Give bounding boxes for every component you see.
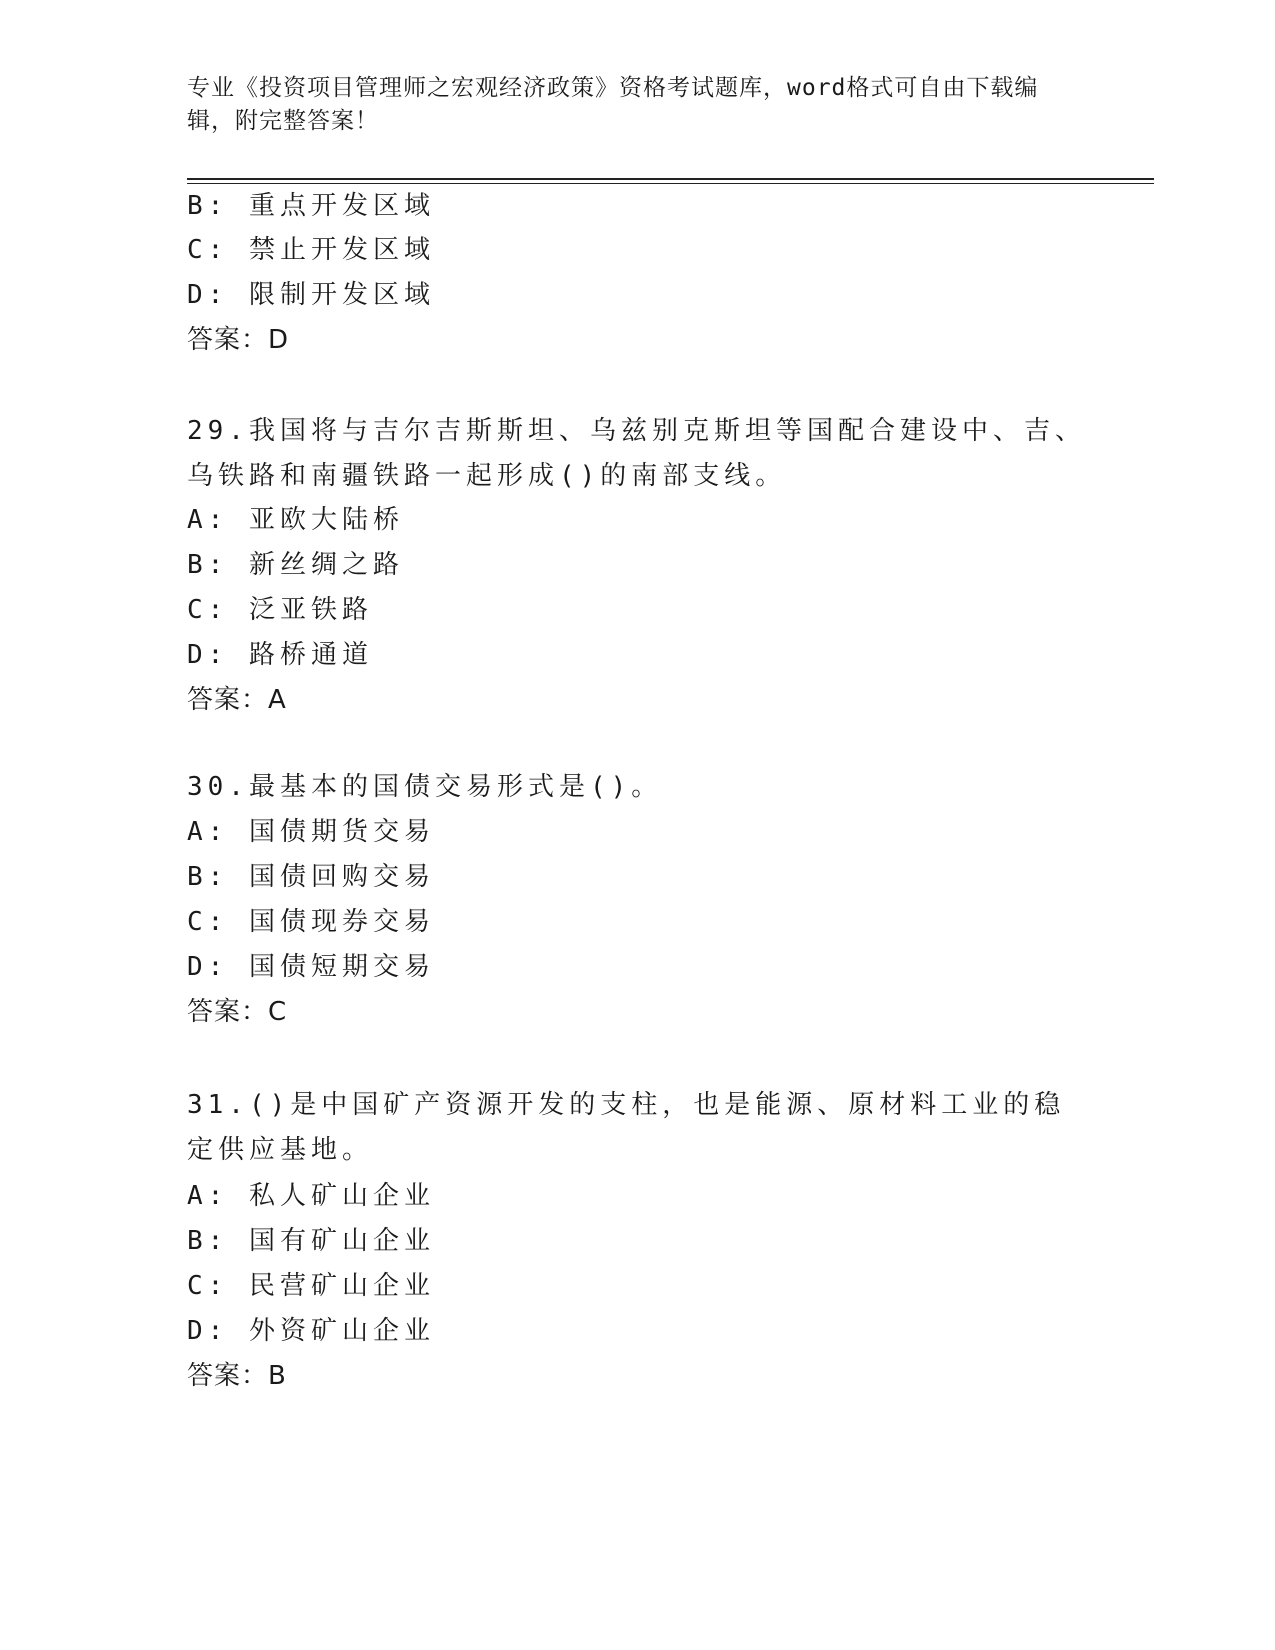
question-30-answer: 答案：C <box>187 997 288 1027</box>
question-31-stem: 31.()是中国矿产资源开发的支柱，也是能源、原材料工业的稳定供应基地。 <box>187 1090 1066 1165</box>
header-divider-top <box>187 178 1154 180</box>
question-30-option-d: D: 国债短期交易 <box>187 952 435 982</box>
question-30-stem: 30.最基本的国债交易形式是()。 <box>187 772 663 802</box>
question-29-option-b: B: 新丝绸之路 <box>187 550 404 580</box>
question-30-option-c: C: 国债现券交易 <box>187 907 435 937</box>
question-29-stem: 29.我国将与吉尔吉斯斯坦、乌兹别克斯坦等国配合建设中、吉、乌铁路和南疆铁路一起形成()的南部支线。 <box>187 416 1086 491</box>
question-30-option-b: B: 国债回购交易 <box>187 862 435 892</box>
question-31-option-a: A: 私人矿山企业 <box>187 1181 435 1211</box>
question-31-option-d: D: 外资矿山企业 <box>187 1316 435 1346</box>
prev-option-b: B: 重点开发区域 <box>187 191 435 221</box>
prev-option-d: D: 限制开发区域 <box>187 280 435 310</box>
question-29-option-c: C: 泛亚铁路 <box>187 595 373 625</box>
header-divider-bottom <box>187 183 1154 184</box>
question-30-option-a: A: 国债期货交易 <box>187 817 435 847</box>
question-29-answer: 答案：A <box>187 685 287 715</box>
question-31-option-c: C: 民营矿山企业 <box>187 1271 435 1301</box>
question-29-option-a: A: 亚欧大陆桥 <box>187 505 404 535</box>
prev-answer: 答案：D <box>187 325 290 355</box>
prev-option-c: C: 禁止开发区域 <box>187 235 435 265</box>
question-31-answer: 答案：B <box>187 1361 287 1391</box>
question-29-option-d: D: 路桥通道 <box>187 640 373 670</box>
question-31-option-b: B: 国有矿山企业 <box>187 1226 435 1256</box>
document-header: 专业《投资项目管理师之宏观经济政策》资格考试题库，word格式可自由下载编辑，附完整答案！ <box>187 75 1039 134</box>
